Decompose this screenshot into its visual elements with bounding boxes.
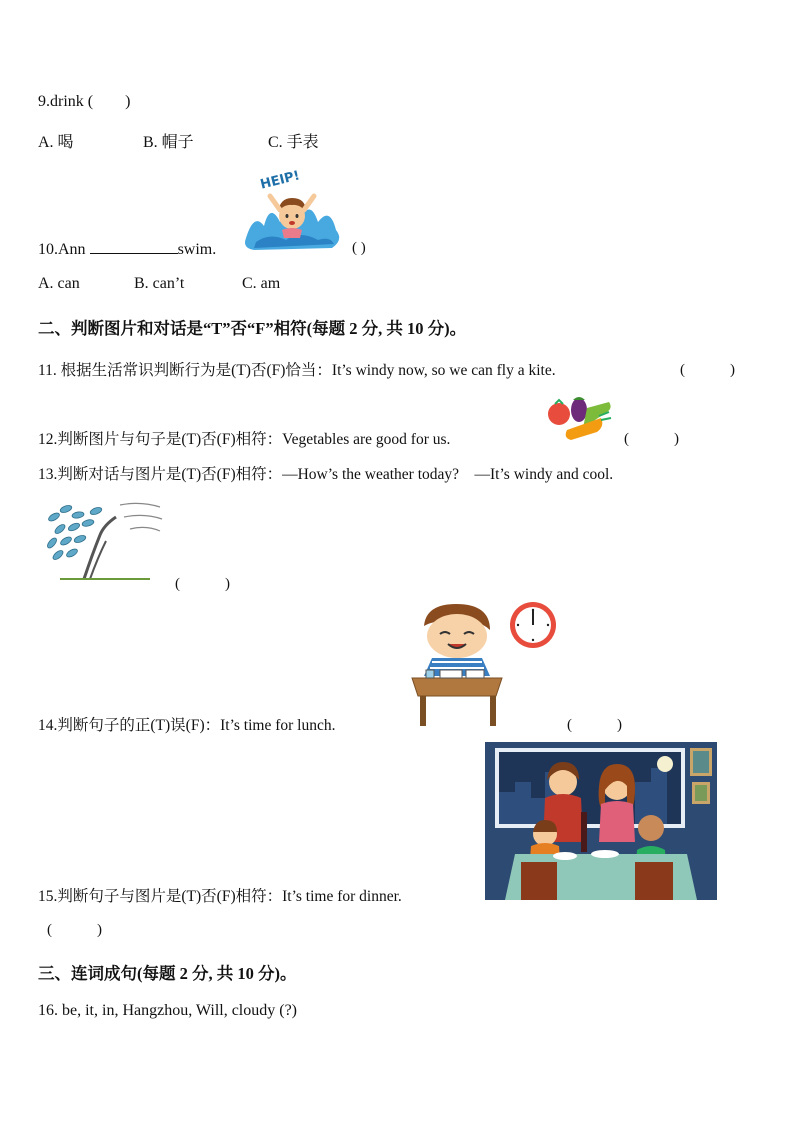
q9-option-b: B. 帽子 [143,134,194,151]
q10-option-a: A. can [38,275,80,292]
q10-suffix: swim. [177,241,217,258]
q14-answer-paren[interactable]: ( ) [567,717,622,733]
q10-blank[interactable] [90,239,178,254]
q9-stem: 9.drink ( ) [38,93,131,110]
q10-answer-paren[interactable]: ( ) [352,240,366,256]
q10-option-b: B. can’t [134,275,185,292]
girl-swimming-picture [240,160,346,256]
q14-text: 14.判断句子的正(T)误(F)：It’s time for lunch. [38,717,336,734]
q11-text: 11. 根据生活常识判断行为是(T)否(F)恰当：It’s windy now, so we can fly a kite. [38,362,556,379]
section-3-heading: 三、连词成句(每题 2 分, 共 10 分)。 [38,964,297,983]
q15-text: 15.判断句子与图片是(T)否(F)相符：It’s time for dinner. [38,888,402,905]
q15-answer-paren[interactable]: ( ) [47,922,102,938]
q10-option-c: C. am [242,275,281,292]
family-dinner-picture [485,742,717,900]
q10-options [38,275,280,293]
q12-text: 12.判断图片与句子是(T)否(F)相符：Vegetables are good for us. [38,431,451,448]
q13-answer-paren[interactable]: ( ) [175,576,230,592]
q13-text: 13.判断对话与图片是(T)否(F)相符：—How’s the weather today? —It’s windy and cool. [38,466,614,483]
q12-answer-paren[interactable]: ( ) [624,431,679,447]
q9-option-c: C. 手表 [268,134,319,151]
help-text: HEIP! [258,168,302,193]
q16-text: 16. be, it, in, Hangzhou, Will, cloudy (?) [38,1002,298,1019]
q10-prefix: 10.Ann [38,241,86,258]
q9-option-a: A. 喝 [38,134,74,151]
q9-options [38,129,319,152]
section-2-heading: 二、判断图片和对话是“T”否“F”相符(每题 2 分, 共 10 分)。 [38,319,467,338]
vegetables-picture [543,388,615,442]
windy-tree-picture [40,495,164,585]
q11-answer-paren[interactable]: ( ) [680,362,735,378]
q10-stem [38,239,216,259]
boy-eating-lunch-picture [410,600,506,730]
clock-icon [508,600,558,650]
